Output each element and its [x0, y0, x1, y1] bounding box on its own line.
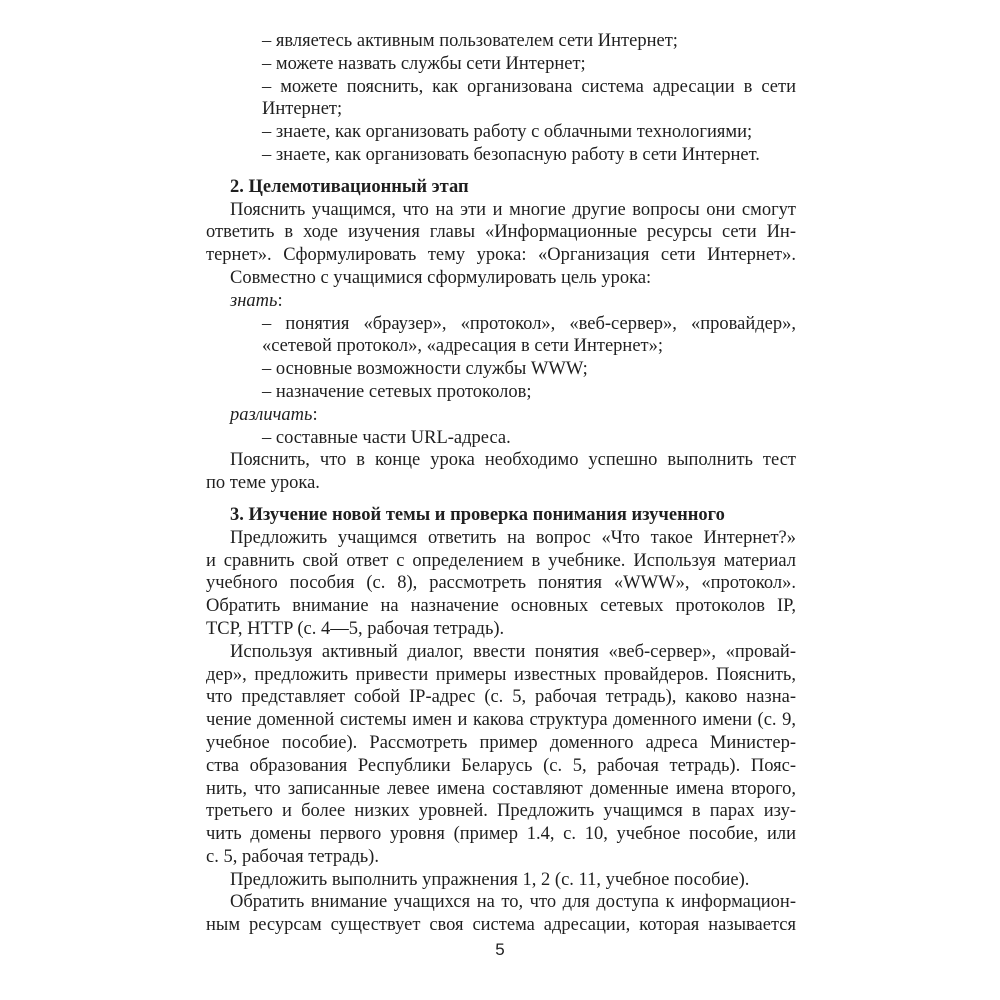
list-item: – знаете, как организовать работу с облачными технологиями;	[262, 122, 753, 143]
paragraph-line: ства образования Республики Беларусь (с. 5, рабочая тетрадь). Пояс-	[206, 755, 796, 776]
list-item-continuation: Интернет;	[262, 99, 343, 120]
paragraph-line: чить домены первого уровня (пример 1.4, с. 10, учебное пособие, или	[206, 824, 796, 845]
paragraph-line: третьего и более низких уровней. Предложить учащимся в парах изу-	[206, 801, 796, 822]
list-item: – составные части URL-адреса.	[262, 427, 511, 448]
page-number: 5	[495, 940, 505, 959]
paragraph-line: ным ресурсам существует своя система адресации, которая называется	[206, 915, 796, 936]
goal-label: различать:	[230, 404, 318, 425]
paragraph-line: учебного пособия (с. 8), рассмотреть понятия «WWW», «протокол».	[206, 573, 796, 594]
paragraph-line: Используя активный диалог, ввести понятия «веб-сервер», «провай-	[230, 641, 796, 662]
paragraph-line: нить, что записанные левее имена составляют доменные имена второго,	[206, 778, 796, 799]
section-heading: 3. Изучение новой темы и проверка понимания изученного	[230, 504, 725, 525]
distinguish-label: различать	[230, 404, 313, 425]
list-item: – являетесь активным пользователем сети Интернет;	[262, 31, 678, 51]
paragraph-line: Предложить учащимся ответить на вопрос «Что такое Интернет?»	[230, 527, 796, 548]
paragraph-line: Обратить внимание учащихся на то, что для доступа к информацион-	[230, 892, 796, 913]
paragraph-line: ответить в ходе изучения главы «Информационные ресурсы сети Ин-	[206, 222, 796, 243]
paragraph-line: с. 5, рабочая тетрадь).	[206, 846, 379, 867]
list-item: – понятия «браузер», «протокол», «веб-сервер», «провайдер»,	[262, 313, 796, 334]
paragraph-line: Пояснить, что в конце урока необходимо успешно выполнить тест	[230, 450, 796, 471]
paragraph-line: по теме урока.	[206, 473, 320, 494]
text-block	[206, 30, 796, 937]
paragraph-line: TCP, HTTP (с. 4—5, рабочая тетрадь).	[206, 618, 505, 639]
goal-label: знать:	[230, 290, 283, 311]
paragraph-line: Совместно с учащимися сформулировать цель урока:	[230, 267, 652, 288]
list-item: – знаете, как организовать безопасную работу в сети Интернет.	[262, 144, 760, 165]
list-item: – назначение сетевых протоколов;	[262, 381, 532, 402]
paragraph-line: Обратить внимание на назначение основных сетевых протоколов IP,	[206, 596, 796, 617]
list-item: – можете пояснить, как организована система адресации в сети	[262, 76, 796, 97]
paragraph-line: Предложить выполнить упражнения 1, 2 (с. 11, учебное пособие).	[230, 869, 750, 890]
paragraph-line: учебное пособие). Рассмотреть пример доменного адреса Министер-	[206, 732, 796, 753]
list-item: – основные возможности службы WWW;	[262, 359, 588, 380]
section-heading: 2. Целемотивационный этап	[230, 176, 469, 197]
know-label: знать	[230, 290, 278, 311]
paragraph-line: и сравнить свой ответ с определением в учебнике. Используя материал	[206, 550, 796, 571]
list-item: – можете назвать службы сети Интернет;	[262, 53, 586, 74]
paragraph-line: Пояснить учащимся, что на эти и многие другие вопросы они смогут	[230, 199, 796, 220]
paragraph-line: дер», предложить привести примеры известных провайдеров. Пояснить,	[206, 664, 796, 685]
list-item-continuation: «сетевой протокол», «адресация в сети Интернет»;	[262, 336, 664, 357]
paragraph-line: тернет». Сформулировать тему урока: «Организация сети Интернет».	[206, 245, 796, 266]
paragraph-line: что представляет собой IP-адрес (с. 5, рабочая тетрадь), каково назна-	[206, 687, 796, 708]
paragraph-line: чение доменной системы имен и какова структура доменного имени (с. 9,	[206, 710, 796, 731]
